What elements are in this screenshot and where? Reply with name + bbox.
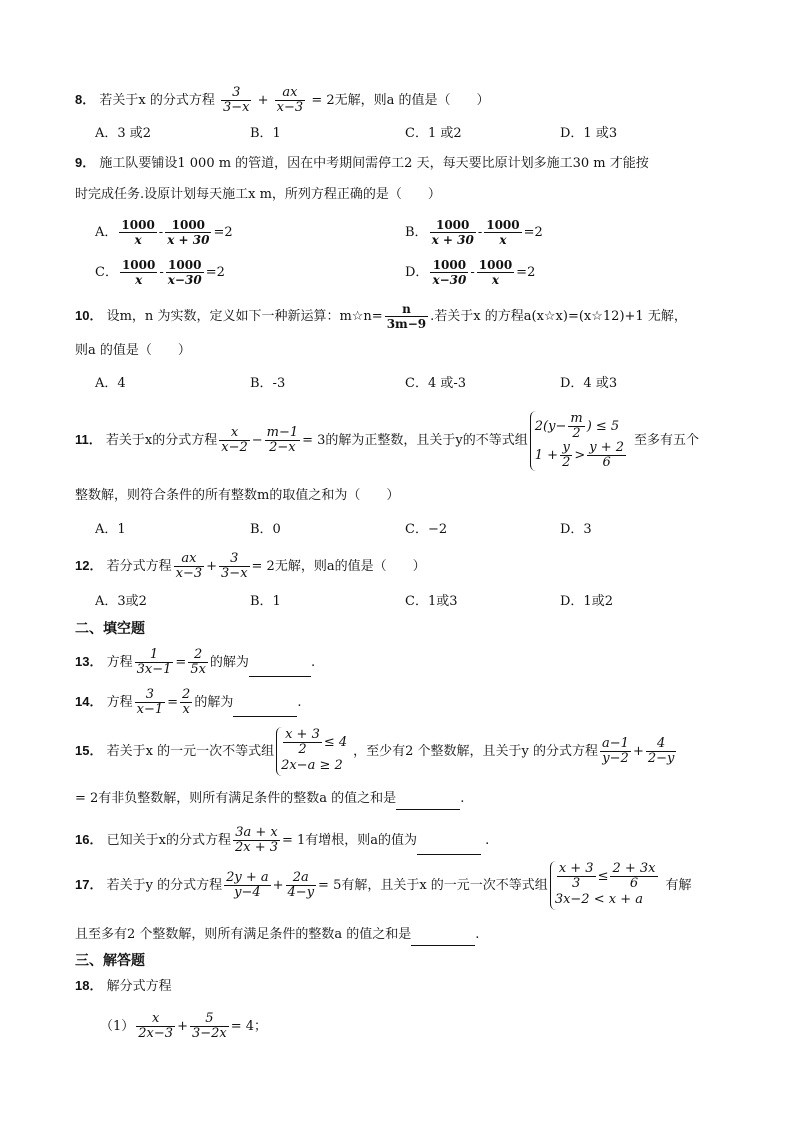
- question-text: 的解为: [209, 655, 249, 670]
- option-a[interactable]: A．4: [95, 376, 126, 391]
- question-text: 至多有五个: [634, 433, 700, 448]
- fraction: $\frac{m-1}{2-x}$: [266, 425, 299, 455]
- question-number: 13．: [75, 654, 103, 669]
- fraction: $\frac{2}{x}$: [182, 687, 191, 717]
- question-11-line2: [75, 485, 734, 507]
- options-9-row1: [95, 218, 734, 252]
- sub-question-label: （1）: [100, 1019, 135, 1034]
- question-9: [75, 152, 734, 175]
- option-d[interactable]: D．3: [560, 522, 592, 537]
- option-b[interactable]: B．1: [250, 594, 281, 609]
- option-d[interactable]: D．1 或3: [560, 126, 618, 141]
- option-c[interactable]: C．1 或2: [405, 126, 462, 141]
- question-12: 12． 若分式方程 $\frac{ax}{x-3}$ + $\frac{3}{3-x}$ = 2无解，则a的值是（ ）: [75, 551, 426, 581]
- option-c[interactable]: C．−2: [405, 522, 448, 537]
- question-14: 14． 方程 $\frac{3}{x-1}$ = $\frac{2}{x}$ 的解为 .: [75, 687, 302, 717]
- option-b[interactable]: B．1: [250, 126, 281, 141]
- question-18: [75, 975, 734, 998]
- question-15-line2: = 2有非负整数解，则所有满足条件的整数a 的值之和是 .: [75, 788, 734, 810]
- option-b[interactable]: B． $\frac{1000}{x + 30}$ - $\frac{1000}{x}$ =2: [405, 218, 543, 247]
- fraction: $\frac{3}{3-x}$: [222, 85, 250, 115]
- question-text: 若关于x的分式方程: [105, 433, 218, 448]
- question-number: 15．: [75, 743, 103, 758]
- inequality-system: $\frac{x + 3}{3}$ ≤ $\frac{2 + 3x}{6}$ 3x−2 < x + a: [550, 861, 664, 910]
- options-12: [95, 590, 734, 612]
- question-text: 则a 的值是（ ）: [75, 343, 191, 358]
- option-a[interactable]: A．3 或2: [95, 126, 152, 141]
- question-13: 13． 方程 $\frac{1}{3x-1}$ = $\frac{2}{5x}$ 的解为 .: [75, 647, 316, 677]
- fraction: $\frac{2y + a}{y-4}$: [226, 870, 269, 900]
- question-text: 设m，n 为实数，定义如下一种新运算：m☆n=: [106, 309, 383, 324]
- question-text: 若关于x 的分式方程: [99, 93, 215, 108]
- question-10: [75, 302, 734, 331]
- fraction: $\frac{n}{3m-9}$: [386, 302, 427, 331]
- question-16: 16． 已知关于x的分式方程 $\frac{3a + x}{2x + 3}$ = 1有增根，则a的值为 .: [75, 825, 490, 855]
- inequality-system: 2(y− $\frac{m}{2}$ ) ≤ 5 1 + $\frac{y}{2}$ > $\frac{y + 2}{6}$: [530, 411, 632, 471]
- question-text: 若关于x 的一元一次不等式组: [106, 744, 275, 759]
- question-text: 的解为: [194, 695, 234, 710]
- question-number: 9．: [75, 155, 96, 170]
- question-8: [75, 86, 734, 115]
- question-17-line2: 且至多有2 个整数解，则所有满足条件的整数a 的值之和是 .: [75, 924, 734, 946]
- answer-blank[interactable]: [249, 662, 311, 677]
- answer-blank[interactable]: [411, 931, 475, 946]
- question-text: 施工队要铺设1 000 m 的管道，因在中考期间需停工2 天，每天要比原计划多施工30 m 才能按: [99, 156, 649, 171]
- options-9-row2: [95, 258, 734, 292]
- question-number: 18．: [75, 978, 103, 993]
- question-text: 时完成任务.设原计划每天施工x m，所列方程正确的是（ ）: [75, 187, 441, 202]
- question-text: 解分式方程: [106, 979, 172, 994]
- option-d[interactable]: D．1或2: [560, 594, 613, 609]
- question-text: = 4；: [230, 1019, 268, 1034]
- options-8: [95, 122, 734, 144]
- question-text: ，至少有2 个整数解，且关于y 的分式方程: [353, 744, 599, 759]
- fraction: $\frac{5}{3-2x}$: [191, 1011, 227, 1041]
- question-10-line2: [75, 340, 734, 362]
- question-number: 10．: [75, 308, 103, 323]
- question-number: 14．: [75, 694, 103, 709]
- fraction: $\frac{3}{x-1}$: [136, 687, 164, 717]
- question-17: 17． 若关于y 的分式方程 $\frac{2y + a}{y-4}$ + $\frac{2a}{4-y}$ = 5有解，且关于x 的一元一次不等式组 $\frac{x + 3}{3}$ ≤ $\frac{2 + 3x}{6}$ 3x−2 < x + a 有解: [75, 860, 734, 911]
- question-number: 11．: [75, 432, 102, 447]
- question-text: = 1有增根，则a的值为: [281, 833, 418, 848]
- question-text: 已知关于x的分式方程: [106, 833, 231, 848]
- question-text: 且至多有2 个整数解，则所有满足条件的整数a 的值之和是: [75, 927, 412, 942]
- question-text: = 2无解，则a 的值是（ ）: [311, 93, 490, 108]
- fraction: $\frac{ax}{x-3}$: [175, 551, 203, 581]
- question-number: 12．: [75, 558, 103, 573]
- question-text: 若分式方程: [106, 559, 172, 574]
- question-text: = 2有非负整数解，则所有满足条件的整数a 的值之和是: [75, 791, 397, 806]
- question-number: 8．: [75, 92, 96, 107]
- option-c[interactable]: C．4 或-3: [405, 376, 467, 391]
- question-text: = 2无解，则a的值是（ ）: [251, 559, 426, 574]
- options-11: [95, 518, 734, 540]
- question-11: 11． 若关于x的分式方程 $\frac{x}{x-2}$ − $\frac{m-1}{2-x}$ = 3的解为正整数，且关于y的不等式组 2(y− $\frac{m}{2}$ ) ≤ 5 1 + $\frac{y}{2}$ > $\frac{y + 2}{6}$ 至多有五个: [75, 410, 700, 470]
- question-15: 15． 若关于x 的一元一次不等式组 $\frac{x + 3}{2}$ ≤ 4 2x−a ≥ 2 ，至少有2 个整数解，且关于y 的分式方程 $\frac{a-1}{y-2}$ + $\frac{4}{2-y}$: [75, 726, 734, 777]
- option-c[interactable]: C． $\frac{1000}{x}$ - $\frac{1000}{x-30}$ =2: [95, 258, 225, 287]
- question-text: 方程: [106, 695, 133, 710]
- fraction: $\frac{x}{2x-3}$: [138, 1011, 174, 1041]
- fraction: $\frac{3}{3-x}$: [221, 551, 248, 581]
- question-text: = 5有解，且关于x 的一元一次不等式组: [318, 878, 548, 893]
- question-text: = 3的解为正整数，且关于y的不等式组: [302, 433, 528, 448]
- operator: +: [257, 93, 269, 108]
- fraction: $\frac{4}{2-y}$: [647, 736, 675, 766]
- fraction: $\frac{a-1}{y-2}$: [602, 736, 629, 766]
- fraction: $\frac{ax}{x-3}$: [276, 85, 304, 115]
- question-number: 16．: [75, 832, 103, 847]
- question-number: 17．: [75, 877, 103, 892]
- section-heading-solve: 三、解答题: [75, 952, 145, 968]
- answer-blank[interactable]: [417, 840, 481, 855]
- question-text: 整数解，则符合条件的所有整数m的取值之和为（ ）: [75, 488, 400, 503]
- fraction: $\frac{2}{5x}$: [190, 647, 206, 677]
- option-b[interactable]: B．-3: [250, 376, 286, 391]
- question-9-line2: [75, 184, 734, 206]
- section-heading-fill-in: 二、填空题: [75, 620, 145, 636]
- fraction: $\frac{3a + x}{2x + 3}$: [234, 825, 278, 855]
- option-d[interactable]: D． $\frac{1000}{x-30}$ - $\frac{1000}{x}$ =2: [405, 258, 536, 287]
- question-text: .若关于x 的方程a(x☆x)=(x☆12)+1 无解，: [430, 309, 687, 324]
- fraction: $\frac{1}{3x-1}$: [136, 647, 172, 677]
- answer-blank[interactable]: [233, 702, 297, 717]
- option-a[interactable]: A． $\frac{1000}{x}$ - $\frac{1000}{x + 30}$ =2: [95, 218, 233, 247]
- answer-blank[interactable]: [396, 795, 460, 810]
- question-text: 若关于y 的分式方程: [106, 878, 223, 893]
- question-text: 方程: [106, 655, 133, 670]
- option-d[interactable]: D．4 或3: [560, 376, 618, 391]
- inequality-system: $\frac{x + 3}{2}$ ≤ 4 2x−a ≥ 2: [276, 727, 351, 776]
- question-text: 有解: [665, 878, 692, 893]
- option-c[interactable]: C．1或3: [405, 594, 458, 609]
- question-18-part-1: （1） $\frac{x}{2x-3}$ + $\frac{5}{3-2x}$ = 4；: [100, 1011, 268, 1041]
- option-a[interactable]: A．3或2: [95, 594, 147, 609]
- option-a[interactable]: A．1: [95, 522, 126, 537]
- fraction: $\frac{x}{x-2}$: [221, 425, 248, 455]
- options-10: [95, 372, 734, 394]
- fraction: $\frac{2a}{4-y}$: [287, 870, 315, 900]
- option-b[interactable]: B．0: [250, 522, 281, 537]
